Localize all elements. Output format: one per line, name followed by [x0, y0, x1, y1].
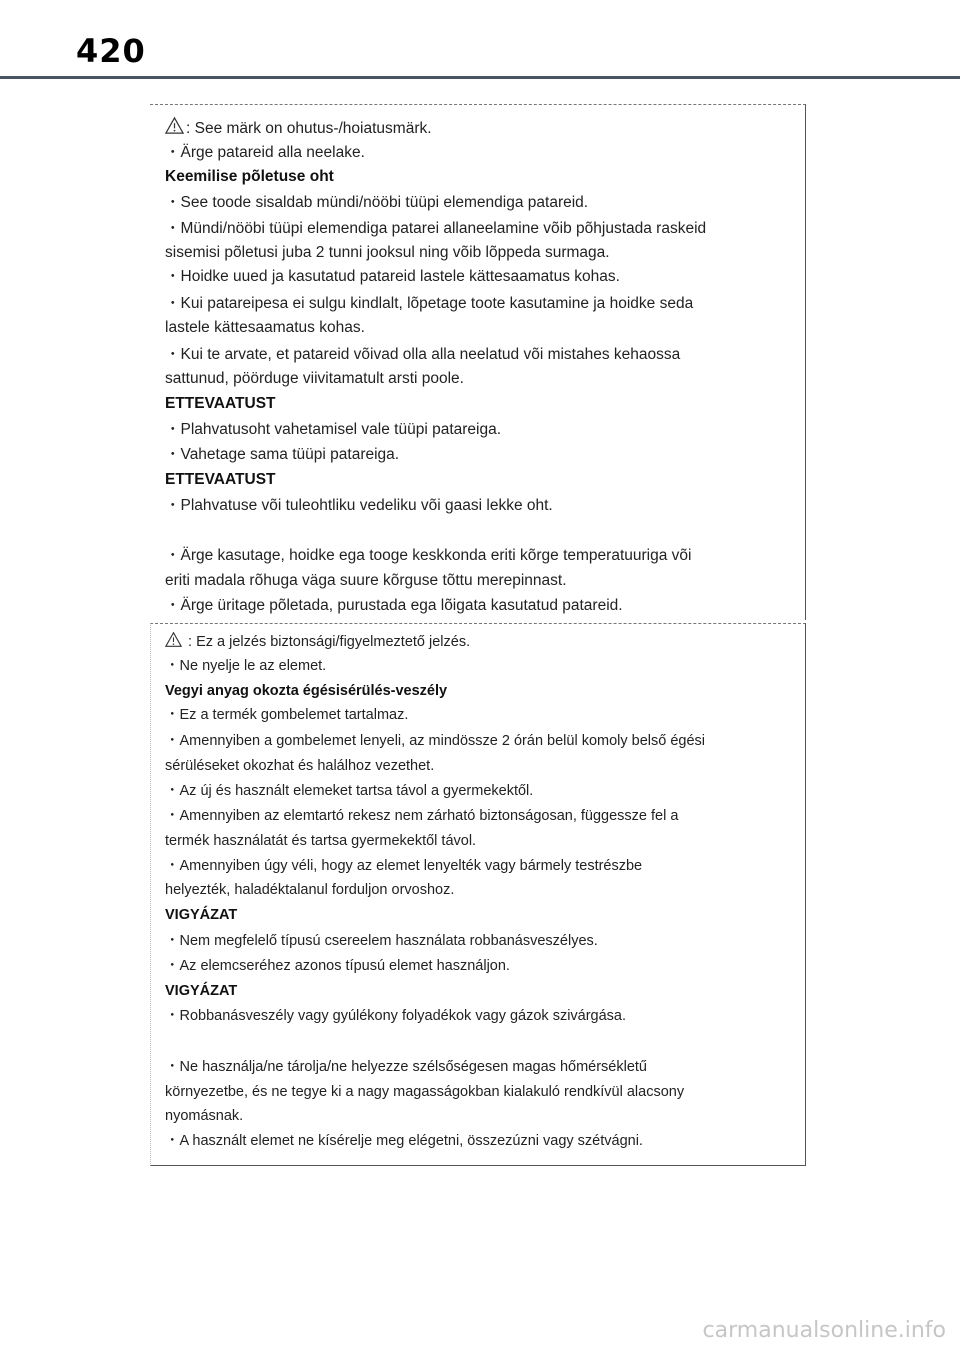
hungarian-text-line [165, 1057, 647, 1077]
hungarian-line-text: ・Az elemcseréhez azonos típusú elemet használjon. [165, 958, 510, 974]
estonian-line-text: ・Ärge kasutage, hoidke ega tooge keskkonda eriti kõrge temperatuuriga või [165, 547, 692, 564]
hungarian-text-line [165, 931, 598, 951]
estonian-heading [165, 470, 276, 490]
estonian-line-text: ETTEVAATUST [165, 395, 276, 412]
estonian-line-text: ・See toode sisaldab mündi/nööbi tüüpi elemendiga patareid. [165, 194, 589, 211]
estonian-line-text: ETTEVAATUST [165, 471, 276, 488]
hungarian-text-line [165, 1082, 684, 1102]
estonian-line-text: : See märk on ohutus-/hoiatusmärk. [186, 120, 432, 137]
hungarian-text-line [165, 631, 470, 652]
hungarian-line-text: ・Ne nyelje le az elemet. [165, 658, 327, 674]
hungarian-heading [165, 905, 237, 925]
hungarian-text-line [165, 731, 705, 751]
hungarian-text-line [165, 831, 476, 851]
estonian-line-text: sisemisi põletusi juba 2 tunni jooksul ning võib lõppeda surmaga. [165, 244, 610, 261]
estonian-text-line [165, 420, 501, 440]
estonian-text-line [165, 546, 691, 566]
estonian-text-line [165, 193, 588, 213]
hungarian-text-line [165, 756, 434, 776]
hungarian-heading [165, 681, 447, 701]
hungarian-line-text: termék használatát és tartsa gyermekektől távol. [165, 833, 477, 849]
hungarian-line-text: Vegyi anyag okozta égésisérülés-veszély [165, 683, 448, 699]
estonian-line-text: ・Mündi/nööbi tüüpi elemendiga patarei allaneelamine võib põhjustada raskeid [165, 220, 707, 237]
hungarian-line-text: ・A használt elemet ne kísérelje meg elégetni, összezúzni vagy szétvágni. [165, 1133, 643, 1149]
estonian-text-line [165, 445, 399, 465]
estonian-text-line [165, 496, 553, 516]
estonian-text-line [165, 345, 680, 365]
footer-watermark: carmanualsonline.info [702, 1318, 946, 1343]
hungarian-line-text: ・Nem megfelelő típusú csereelem használata robbanásveszélyes. [165, 933, 598, 949]
estonian-text-line [165, 369, 464, 389]
hungarian-text-line [165, 1131, 643, 1151]
estonian-line-text: lastele kättesaamatus kohas. [165, 319, 365, 336]
hungarian-text-line [165, 880, 454, 900]
hungarian-text-line [165, 806, 678, 826]
estonian-line-text: ・Kui te arvate, et patareid võivad olla alla neelatud või mistahes kehaossa [165, 346, 681, 363]
hungarian-text-line [165, 956, 510, 976]
estonian-text-line [165, 571, 567, 591]
estonian-heading [165, 167, 334, 187]
hungarian-line-text: környezetbe, és ne tegye ki a nagy magasságokban kialakuló rendkívül alacsony [165, 1084, 685, 1100]
warning-triangle-icon [165, 116, 184, 135]
hungarian-line-text: nyomásnak. [165, 1108, 244, 1124]
hungarian-line-text: VIGYÁZAT [165, 983, 238, 999]
hungarian-line-text: ・Amennyiben úgy véli, hogy az elemet lenyelték vagy bármely testrészbe [165, 858, 643, 874]
hungarian-line-text: ・Ez a termék gombelemet tartalmaz. [165, 707, 409, 723]
hungarian-line-text: VIGYÁZAT [165, 907, 238, 923]
warning-triangle-icon [165, 631, 182, 648]
estonian-line-text: ・Kui patareipesa ei sulgu kindlalt, lõpetage toote kasutamine ja hoidke seda [165, 295, 694, 312]
hungarian-heading [165, 981, 237, 1001]
estonian-line-text: ・Hoidke uued ja kasutatud patareid lastele kättesaamatus kohas. [165, 268, 620, 285]
estonian-text-line [165, 318, 365, 338]
estonian-line-text: sattunud, pöörduge viivitamatult arsti poole. [165, 370, 464, 387]
hungarian-text-line [165, 781, 533, 801]
hungarian-line-text: sérüléseket okozhat és halálhoz vezethet. [165, 758, 435, 774]
estonian-text-line [165, 294, 693, 314]
hungarian-line-text: ・Az új és használt elemeket tartsa távol a gyermekektől. [165, 783, 534, 799]
hungarian-line-text: : Ez a jelzés biztonsági/figyelmeztető jelzés. [184, 634, 471, 650]
estonian-line-text: eriti madala rõhuga väga suure kõrguse tõttu merepinnast. [165, 572, 567, 589]
estonian-line-text: ・Ärge üritage põletada, purustada ega lõigata kasutatud patareid. [165, 597, 623, 614]
hungarian-text-line [165, 856, 642, 876]
estonian-line-text: ・Plahvatusoht vahetamisel vale tüüpi patareiga. [165, 421, 502, 438]
estonian-text-line [165, 219, 706, 239]
estonian-text-line [165, 596, 623, 616]
estonian-text-line [165, 143, 365, 163]
estonian-line-text: ・Vahetage sama tüüpi patareiga. [165, 446, 400, 463]
page-number: 420 [76, 32, 146, 70]
estonian-line-text: ・Ärge patareid alla neelake. [165, 144, 365, 161]
estonian-text-line [165, 243, 610, 263]
estonian-text-line [165, 116, 432, 139]
estonian-line-text: ・Plahvatuse või tuleohtliku vedeliku või gaasi lekke oht. [165, 497, 553, 514]
hungarian-text-line [165, 705, 408, 725]
hungarian-line-text: ・Robbanásveszély vagy gyúlékony folyadékok vagy gázok szivárgása. [165, 1008, 627, 1024]
header-rule [0, 76, 960, 79]
hungarian-text-line [165, 1006, 626, 1026]
hungarian-line-text: helyezték, haladéktalanul forduljon orvoshoz. [165, 882, 455, 898]
hungarian-text-line [165, 656, 326, 676]
hungarian-text-line [165, 1106, 243, 1126]
estonian-text-line [165, 267, 620, 287]
estonian-line-text: Keemilise põletuse oht [165, 168, 334, 185]
estonian-heading [165, 394, 276, 414]
hungarian-line-text: ・Amennyiben a gombelemet lenyeli, az mindössze 2 órán belül komoly belső égési [165, 733, 706, 749]
hungarian-line-text: ・Ne használja/ne tárolja/ne helyezze szélsőségesen magas hőmérsékletű [165, 1059, 647, 1075]
hungarian-line-text: ・Amennyiben az elemtartó rekesz nem zárható biztonságosan, függessze fel a [165, 808, 679, 824]
